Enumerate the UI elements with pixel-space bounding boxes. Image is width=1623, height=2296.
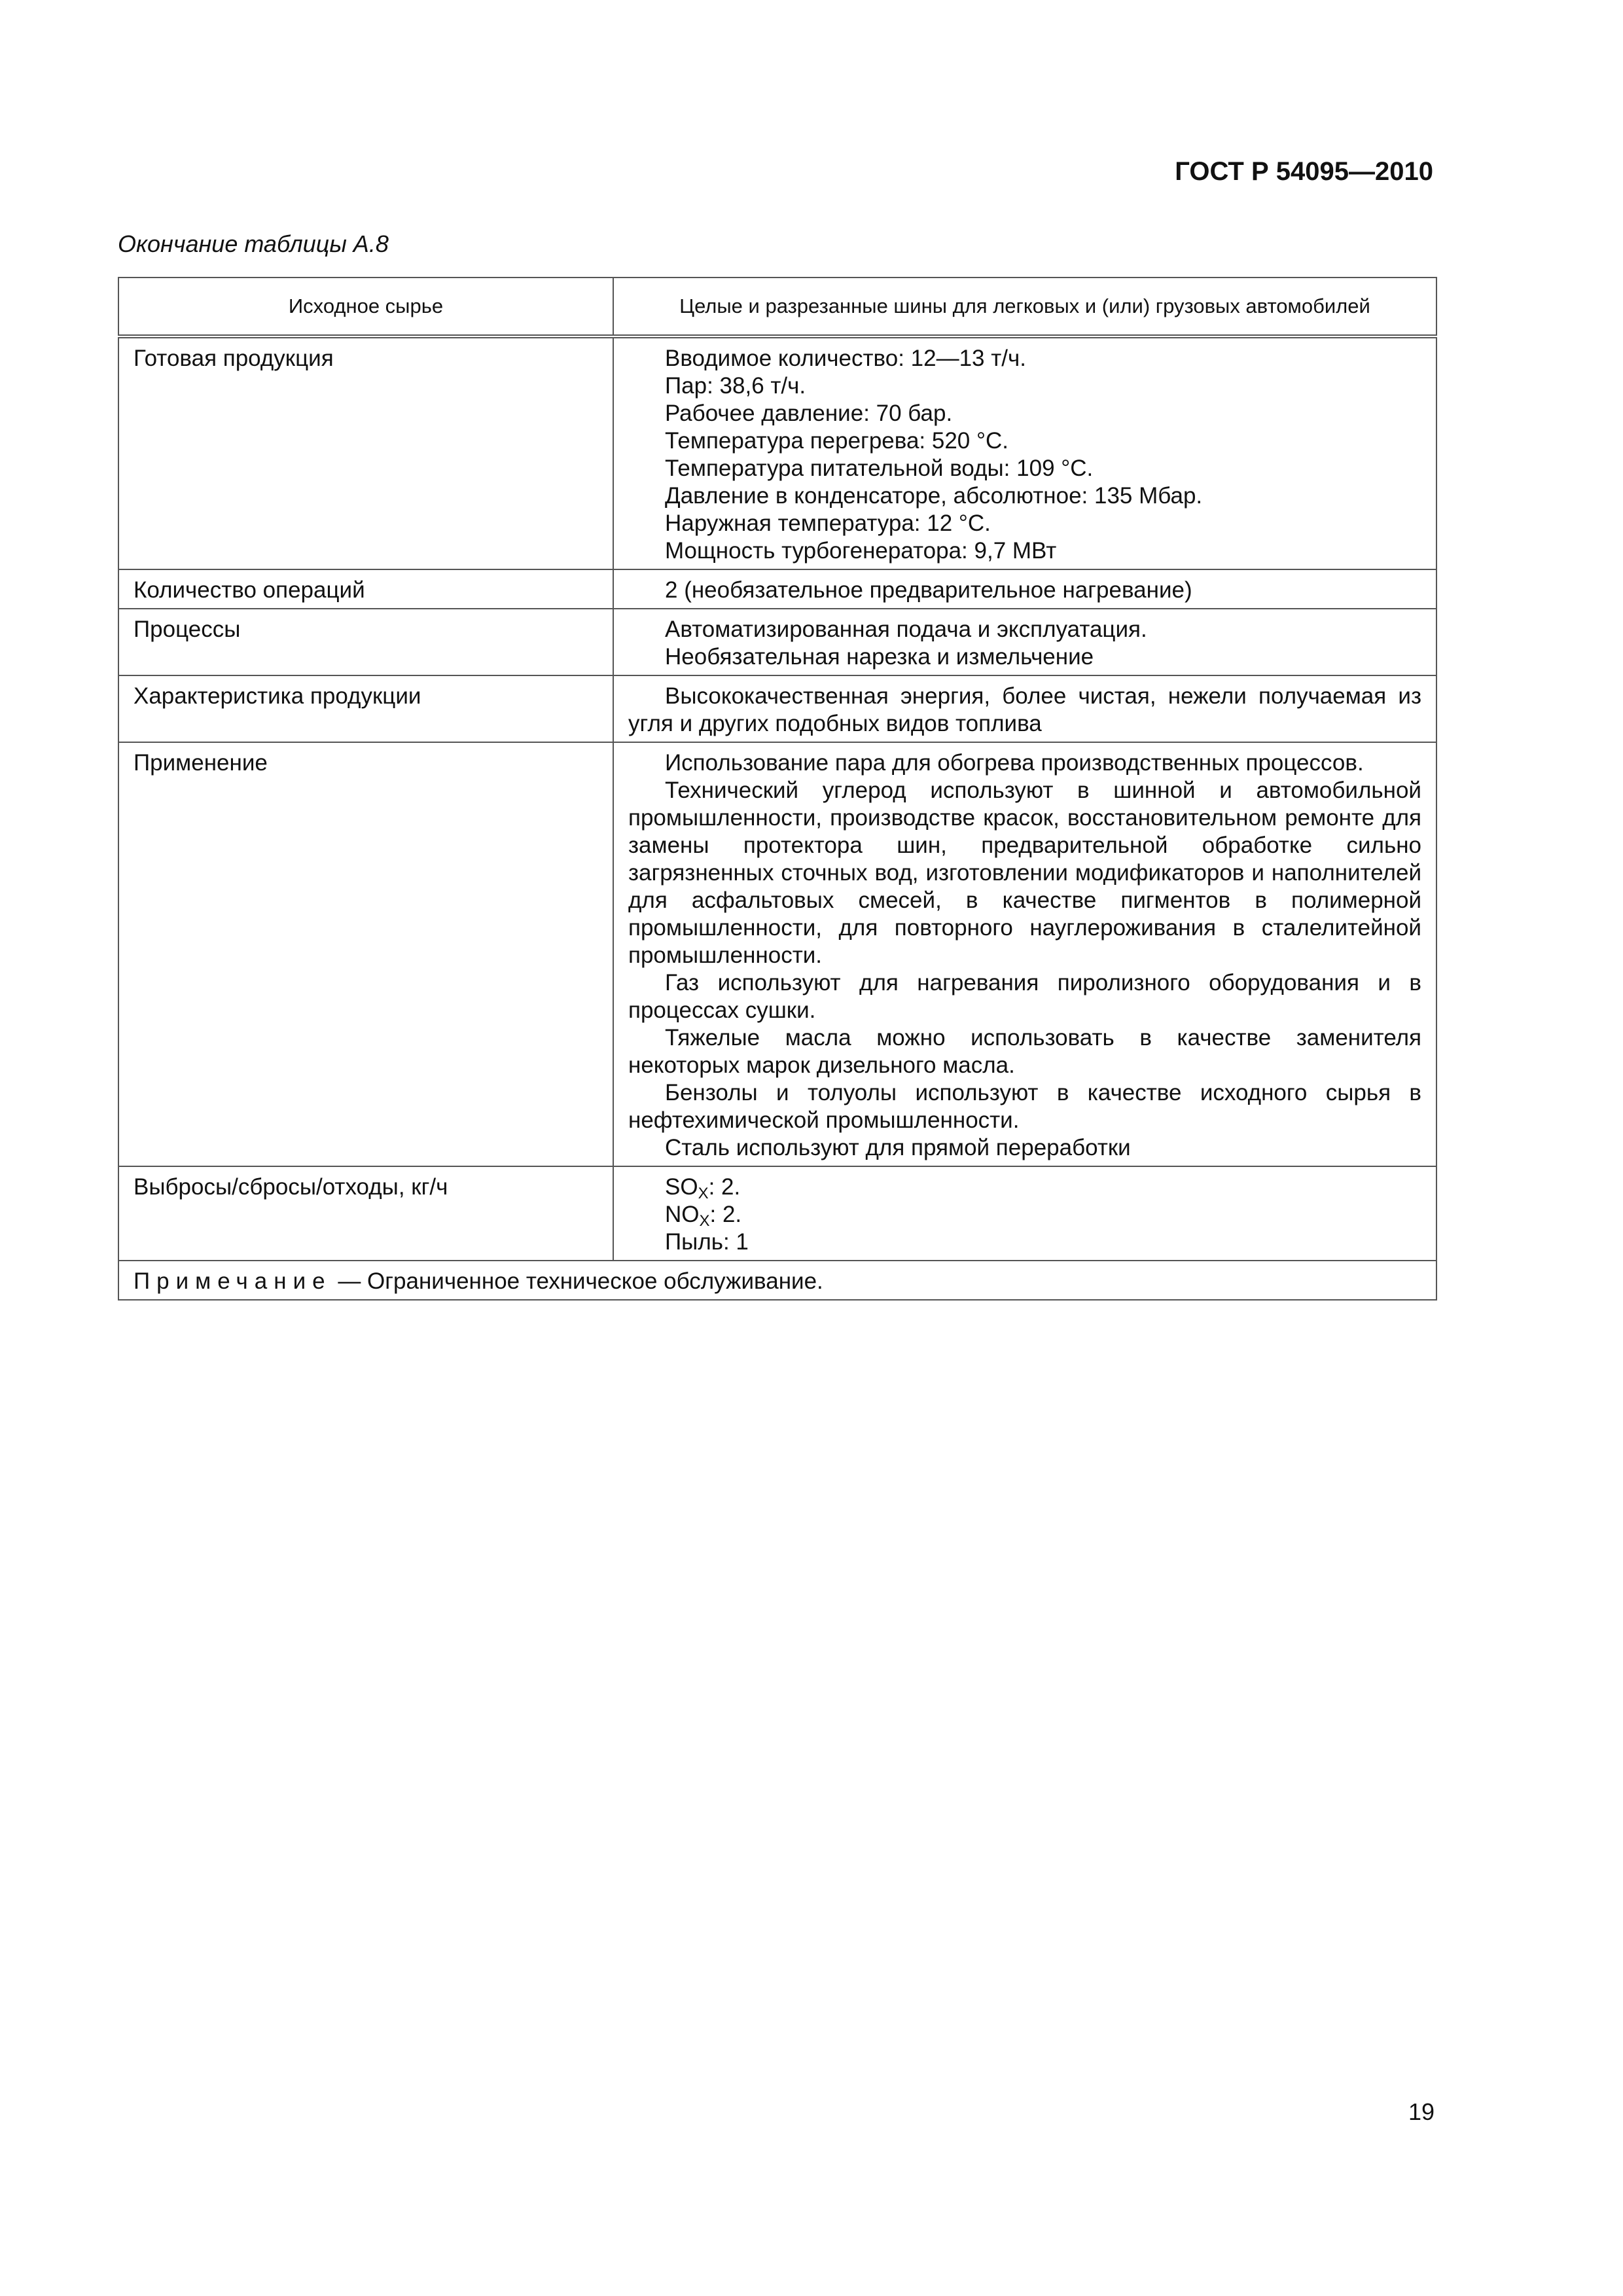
table-row bbox=[118, 1166, 1436, 1261]
table-row bbox=[118, 336, 1436, 569]
value-line: Автоматизированная подача и эксплуатация. bbox=[665, 617, 1147, 642]
table-caption: Окончание таблицы А.8 bbox=[118, 230, 389, 257]
table-note-row bbox=[118, 1261, 1436, 1300]
nox-base: NO bbox=[665, 1202, 700, 1227]
row-label: Выбросы/сбросы/отходы, кг/ч bbox=[118, 1166, 613, 1261]
page-number: 19 bbox=[1408, 2098, 1435, 2125]
row-value bbox=[613, 675, 1436, 742]
column-header-source: Исходное сырье bbox=[118, 278, 613, 336]
value-line: Пар: 38,6 т/ч. bbox=[665, 373, 806, 399]
value-line: Температура перегрева: 520 °С. bbox=[665, 428, 1008, 454]
value-line: Вводимое количество: 12—13 т/ч. bbox=[665, 346, 1026, 371]
sox-value: : 2. bbox=[708, 1174, 741, 1200]
row-label: Готовая продукция bbox=[118, 336, 613, 569]
document-code: ГОСТ Р 54095—2010 bbox=[1175, 157, 1433, 186]
row-label: Применение bbox=[118, 742, 613, 1166]
data-table bbox=[118, 277, 1437, 1300]
value-paragraph: Использование пара для обогрева производственных процессов. bbox=[665, 750, 1364, 776]
table-header-row bbox=[118, 278, 1436, 336]
emission-sox bbox=[628, 1174, 1421, 1201]
table-row bbox=[118, 569, 1436, 609]
table-row bbox=[118, 609, 1436, 675]
row-value bbox=[613, 336, 1436, 569]
sox-base: SO bbox=[665, 1174, 698, 1200]
row-value bbox=[613, 742, 1436, 1166]
table-row bbox=[118, 742, 1436, 1166]
value-paragraph: Бензолы и толуолы используют в качестве исходного сырья в нефтехимической промышленности. bbox=[628, 1080, 1421, 1133]
row-value bbox=[613, 1166, 1436, 1261]
value-line: Необязательная нарезка и измельчение bbox=[665, 644, 1094, 670]
note-label: Примечание bbox=[134, 1268, 332, 1294]
row-label: Характеристика продукции bbox=[118, 675, 613, 742]
value-paragraph: Высококачественная энергия, более чистая, нежели получаемая из угля и других подобных видов топлива bbox=[628, 683, 1421, 736]
emission-nox bbox=[628, 1201, 1421, 1229]
row-value bbox=[613, 569, 1436, 609]
row-label: Количество операций bbox=[118, 569, 613, 609]
table-note bbox=[118, 1261, 1436, 1300]
sox-subscript: X bbox=[698, 1185, 709, 1202]
value-line: Наружная температура: 12 °С. bbox=[665, 511, 991, 536]
nox-subscript: X bbox=[699, 1212, 710, 1230]
value-paragraph: Газ используют для нагревания пиролизного оборудования и в процессах сушки. bbox=[628, 970, 1421, 1023]
value-line: Рабочее давление: 70 бар. bbox=[665, 401, 953, 426]
note-text: — Ограниченное техническое обслуживание. bbox=[331, 1268, 823, 1294]
value-paragraph: Тяжелые масла можно использовать в качестве заменителя некоторых марок дизельного масла. bbox=[628, 1025, 1421, 1078]
value-line: Температура питательной воды: 109 °С. bbox=[665, 456, 1094, 481]
value-line: Давление в конденсаторе, абсолютное: 135 Мбар. bbox=[665, 483, 1203, 509]
row-value bbox=[613, 609, 1436, 675]
value-paragraph: Технический углерод используют в шинной и автомобильной промышленности, производстве красок, восстановительном ремонте для замены протектора шин, предварительной обработке сильно загрязненных сточных вод, изготовлении модификаторов и наполнителей для асфальтовых смесей, в качестве пигментов в полимерной промышленности, для повторного науглероживания в сталелитейной промышленности. bbox=[628, 778, 1421, 968]
table-row bbox=[118, 675, 1436, 742]
nox-value: : 2. bbox=[709, 1202, 742, 1227]
value-line: Мощность турбогенератора: 9,7 МВт bbox=[665, 538, 1057, 564]
column-header-tires: Целые и разрезанные шины для легковых и (или) грузовых автомобилей bbox=[613, 278, 1436, 336]
value-paragraph: Сталь используют для прямой переработки bbox=[665, 1135, 1131, 1160]
row-label: Процессы bbox=[118, 609, 613, 675]
value-line: 2 (необязательное предварительное нагревание) bbox=[665, 577, 1192, 603]
emission-dust: Пыль: 1 bbox=[665, 1229, 749, 1255]
